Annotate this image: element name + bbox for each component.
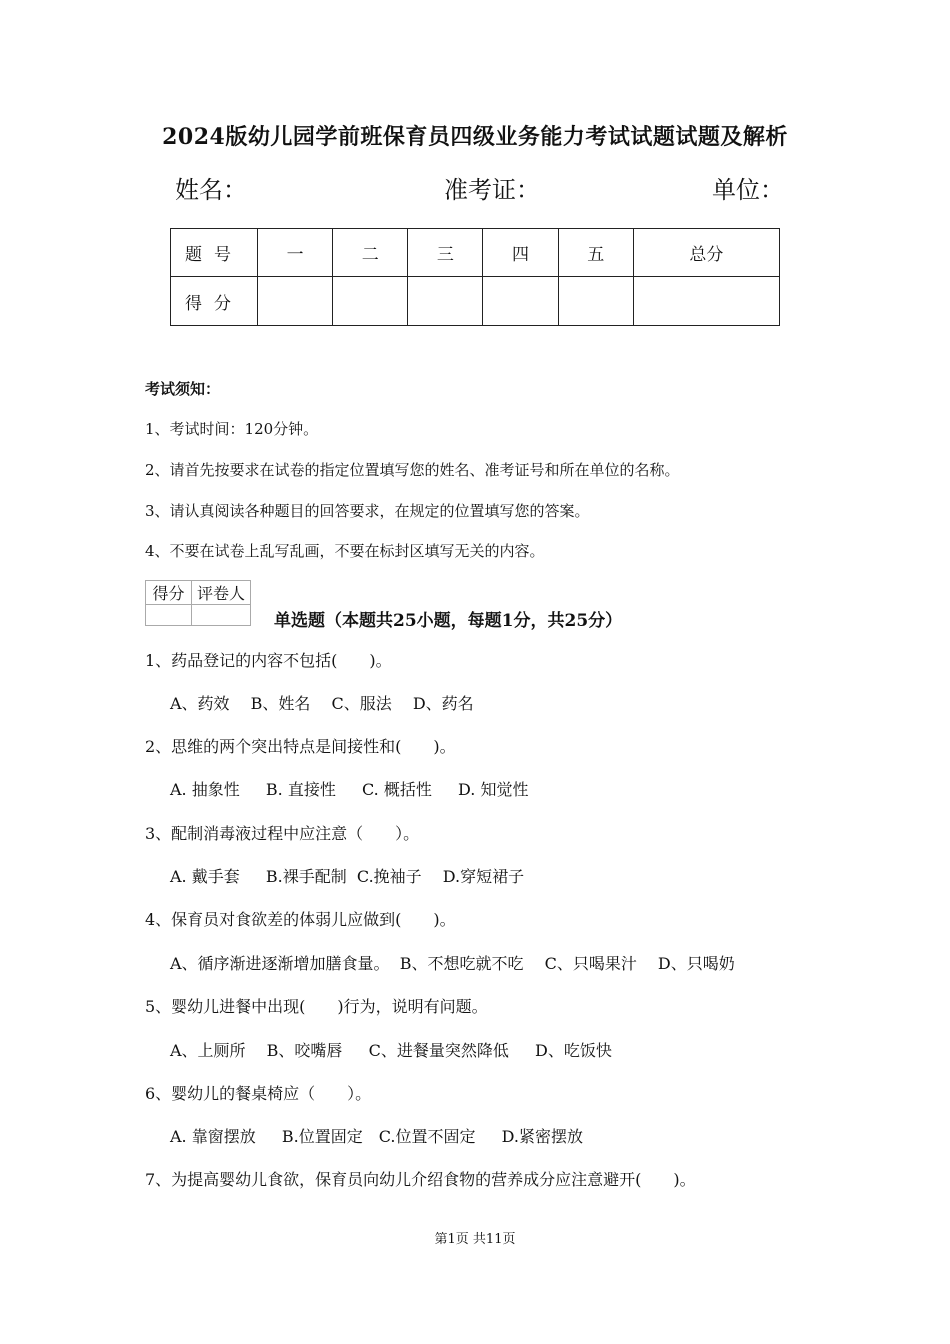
score-cell-2 (333, 277, 408, 326)
grader-box (145, 580, 251, 626)
notice-item: 1、考试时间：120分钟。 (145, 420, 319, 438)
column-2: 二 (333, 229, 408, 277)
score-table (170, 228, 780, 326)
grader-score-cell (146, 605, 192, 626)
grader-name-label: 评卷人 (192, 581, 251, 605)
column-1: 一 (258, 229, 333, 277)
question-options: A、上厕所 B、咬嘴唇 C、进餐量突然降低 D、吃饭快 (170, 1041, 612, 1060)
notice-item: 3、请认真阅读各种题目的回答要求，在规定的位置填写您的答案。 (145, 502, 590, 520)
name-field-label: 姓名： (175, 176, 247, 204)
question-options: A. 抽象性 B. 直接性 C. 概括性 D. 知觉性 (170, 780, 529, 799)
column-total: 总分 (633, 229, 779, 277)
question-number-label: 题号 (171, 229, 258, 277)
notice-title: 考试须知： (145, 380, 221, 398)
score-cell-total (633, 277, 779, 326)
score-cell-1 (258, 277, 333, 326)
question-stem: 1、药品登记的内容不包括( )。 (145, 651, 392, 670)
notice-item: 2、请首先按要求在试卷的指定位置填写您的姓名、准考证号和所在单位的名称。 (145, 461, 680, 479)
question-options: A. 戴手套 B.裸手配制 C.挽袖子 D.穿短裙子 (170, 867, 525, 886)
question-stem: 2、思维的两个突出特点是间接性和( )。 (145, 737, 456, 756)
score-cell-5 (558, 277, 633, 326)
grader-score-label: 得分 (146, 581, 192, 605)
question-stem: 3、配制消毒液过程中应注意（ ）。 (145, 824, 420, 843)
notice-item: 4、不要在试卷上乱写乱画，不要在标封区填写无关的内容。 (145, 542, 545, 560)
question-stem: 6、婴幼儿的餐桌椅应（ ）。 (145, 1084, 372, 1103)
question-stem: 4、保育员对食欲差的体弱儿应做到( )。 (145, 910, 456, 929)
score-label: 得分 (171, 277, 258, 326)
grader-name-cell (192, 605, 251, 626)
question-options: A. 靠窗摆放 B.位置固定 C.位置不固定 D.紧密摆放 (170, 1127, 584, 1146)
document-title: 2024版幼儿园学前班保育员四级业务能力考试试题试题及解析 (162, 124, 788, 150)
question-options: A、循序渐进逐渐增加膳食量。 B、不想吃就不吃 C、只喝果汁 D、只喝奶 (170, 954, 735, 973)
question-options: A、药效 B、姓名 C、服法 D、药名 (170, 694, 474, 713)
column-4: 四 (483, 229, 558, 277)
unit-field-label: 单位： (712, 176, 784, 204)
exam-id-field-label: 准考证： (444, 176, 540, 204)
question-stem: 5、婴幼儿进餐中出现( )行为，说明有问题。 (145, 997, 488, 1016)
score-cell-4 (483, 277, 558, 326)
page-footer: 第1页 共11页 (434, 1232, 516, 1247)
question-stem: 7、为提高婴幼儿食欲，保育员向幼儿介绍食物的营养成分应注意避开( )。 (145, 1170, 696, 1189)
column-3: 三 (408, 229, 483, 277)
section-title: 单选题（本题共25小题，每题1分，共25分） (274, 611, 623, 631)
column-5: 五 (558, 229, 633, 277)
score-table-header-row (171, 229, 780, 277)
score-cell-3 (408, 277, 483, 326)
score-table-score-row (171, 277, 780, 326)
